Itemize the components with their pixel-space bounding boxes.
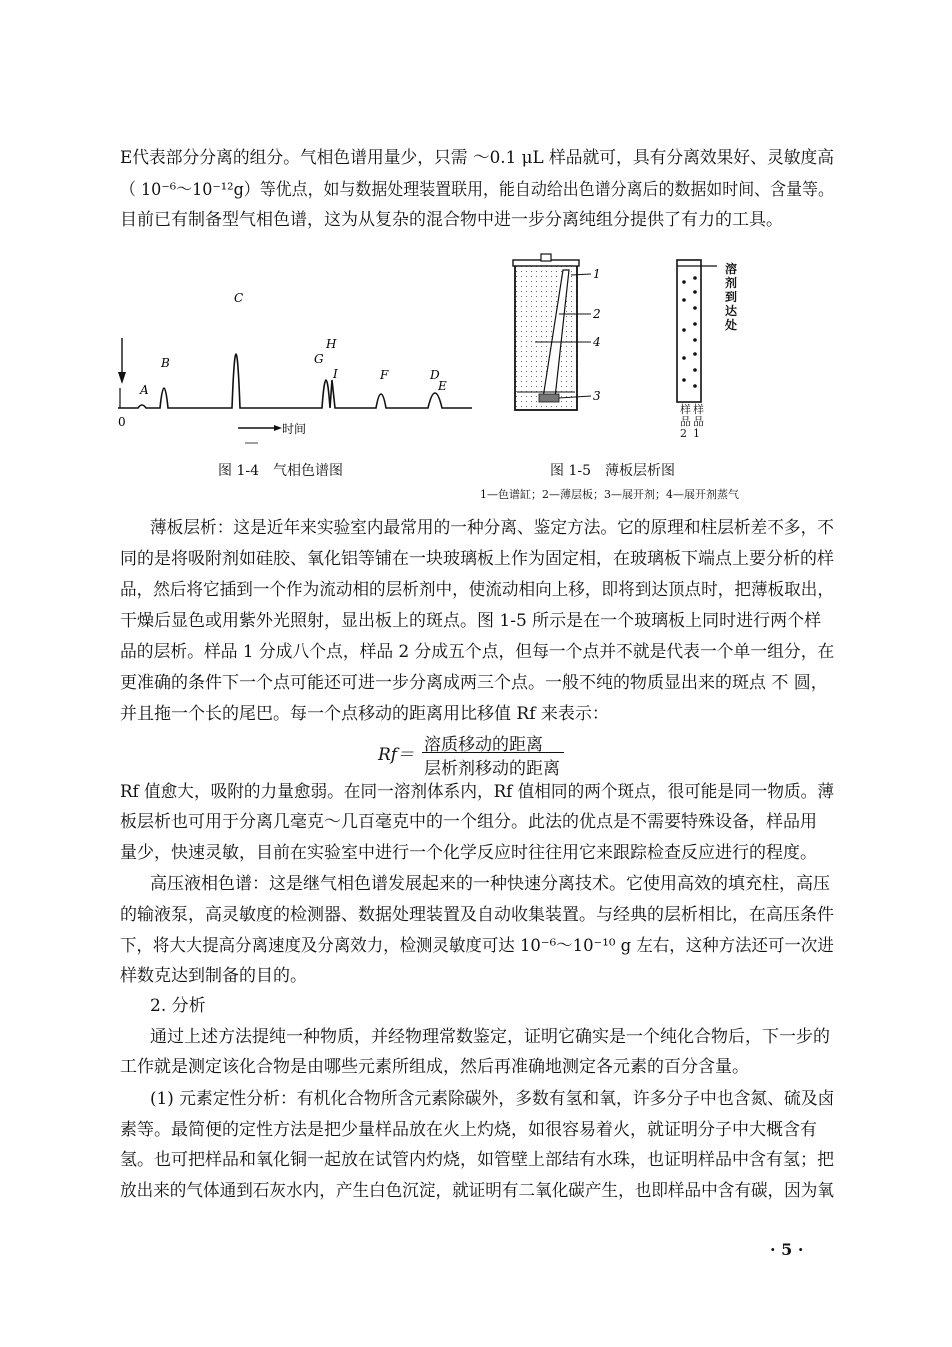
- peak-label-i: I: [333, 367, 338, 381]
- sample-2-label: 样品2: [680, 403, 691, 440]
- peak-label-g: G: [314, 352, 324, 366]
- text-line: 放出来的气体通到石灰水内，产生白色沉淀，就证明有二氧化碳产生，也即样品中含有碳，因为氧: [120, 1181, 834, 1201]
- text-line: 高压液相色谱：这是继气相色谱发展起来的一种快速分离技术。它使用高效的填充柱，高压: [150, 874, 830, 894]
- peak-label-a: A: [140, 383, 149, 397]
- text-line: 品，然后将它插到一个作为流动相的层析剂中，使流动相向上移，即将到达顶点时，把薄板取出，: [120, 580, 834, 600]
- peak-label-e: E: [438, 379, 447, 393]
- figure-1-5-caption: 图 1-5 薄板层析图: [550, 463, 675, 479]
- page-number: · 5 ·: [770, 1240, 804, 1259]
- text-line: 下，将大大提高分离速度及分离效力，检测灵敏度可达 10⁻⁶～10⁻¹⁰ g 左右，这种方法还可一次进: [120, 936, 834, 956]
- gas-chromatogram-figure: [100, 280, 480, 450]
- text-line: (1) 元素定性分析：有机化合物所含元素除碳外，多数有氢和氧，许多分子中也含氮、硫及卤: [150, 1089, 835, 1109]
- text-line: E代表部分分离的组分。气相色谱用量少，只需 ～0.1 μL 样品就可，具有分离效果好、灵敏度高: [120, 148, 835, 168]
- figure-1-4-caption: 图 1-4 气相色谱图: [218, 463, 343, 479]
- peak-label-f: F: [380, 368, 389, 382]
- peak-label-h: H: [326, 337, 337, 351]
- chromatogram-trace: [118, 354, 472, 408]
- peak-label-c: C: [234, 291, 244, 305]
- text-line: 品的层析。样品 1 分成八个点，样品 2 分成五个点，但每一个点并不就是代表一个单一组分，在: [120, 642, 835, 662]
- text-line: 目前已有制备型气相色谱，这为从复杂的混合物中进一步分离纯组分提供了有力的工具。: [120, 210, 783, 230]
- sample-1-label: 样品1: [693, 403, 704, 440]
- part-label-2: 2: [593, 307, 601, 321]
- origin-label: 0: [118, 415, 126, 429]
- text-line: 量少，快速灵敏，目前在实验室中进行一个化学反应时往往用它来跟踪检查反应进行的程度。: [120, 843, 817, 863]
- text-line: 干燥后显色或用紫外光照射，显出板上的斑点。图 1-5 所示是在一个玻璃板上同时进行两个样: [120, 611, 822, 631]
- developed-plate: [677, 260, 701, 402]
- part-label-4: 4: [593, 335, 601, 349]
- text-line: 工作就是测定该化合物是由哪些元素所组成，然后再准确地测定各元素的百分含量。: [120, 1057, 749, 1077]
- text-line: 的输液泵，高灵敏度的检测器、数据处理装置及自动收集装置。与经典的层析相比，在高压条件: [120, 905, 834, 925]
- text-line: Rf 值愈大，吸附的力量愈弱。在同一溶剂体系内，Rf 值相同的两个斑点，很可能是同一物质。薄: [120, 782, 834, 802]
- text-line: 并且拖一个长的尾巴。每一个点移动的距离用比移值 Rf 来表示：: [120, 704, 609, 724]
- injection-arrowhead-icon: [118, 372, 126, 384]
- developer-solvent: [539, 394, 559, 402]
- part-label-1: 1: [593, 267, 601, 281]
- text-line: 板层析也可用于分离几毫克～几百毫克中的一个组分。此法的优点是不需要特殊设备，样品用: [120, 812, 817, 832]
- fraction-bar: [422, 752, 564, 753]
- text-line: 素等。最简便的定性方法是把少量样品放在火上灼烧，如很容易着火，就证明分子中大概含有: [120, 1120, 817, 1140]
- solvent-front-label: 溶剂到达处: [725, 262, 738, 332]
- peak-label-d: D: [430, 368, 440, 382]
- formula-lhs: Rf＝: [378, 745, 415, 765]
- formula-numerator: 溶质移动的距离: [424, 735, 543, 755]
- text-line: 氢。也可把样品和氧化铜一起放在试管内灼烧，如管壁上部结有水珠，也证明样品中含有氢；把: [120, 1150, 834, 1170]
- peak-label-b: B: [161, 356, 170, 370]
- text-line: 更准确的条件下一个点可能还可进一步分离成两三个点。一般不纯的物质显出来的斑点 不 圆，: [120, 673, 828, 693]
- lid-knob: [541, 254, 551, 261]
- time-axis-label: 时间: [282, 422, 307, 436]
- text-line: 通过上述方法提纯一种物质，并经物理常数鉴定，证明它确实是一个纯化合物后，下一步的: [150, 1027, 830, 1047]
- figure-1-5-legend: 1—色谱缸；2—薄层板；3—展开剂；4—展开剂蒸气: [480, 488, 739, 501]
- part-label-3: 3: [593, 389, 601, 403]
- text-line: 薄板层析：这是近年来实验室内最常用的一种分离、鉴定方法。它的原理和柱层析差不多，不: [150, 518, 834, 538]
- formula-denominator: 层析剂移动的距离: [424, 759, 560, 779]
- section-heading: 2. 分析: [150, 996, 206, 1016]
- tlc-figure: [505, 250, 755, 450]
- text-line: （ 10⁻⁶～10⁻¹²g）等优点，如与数据处理装置联用，能自动给出色谱分离后的数据如时间、含量等。: [120, 180, 834, 200]
- text-line: 同的是将吸附剂如硅胶、氧化铝等铺在一块玻璃板上作为固定相，在玻璃板下端点上要分析的样: [120, 549, 834, 569]
- text-line: 样数克达到制备的目的。: [120, 966, 307, 986]
